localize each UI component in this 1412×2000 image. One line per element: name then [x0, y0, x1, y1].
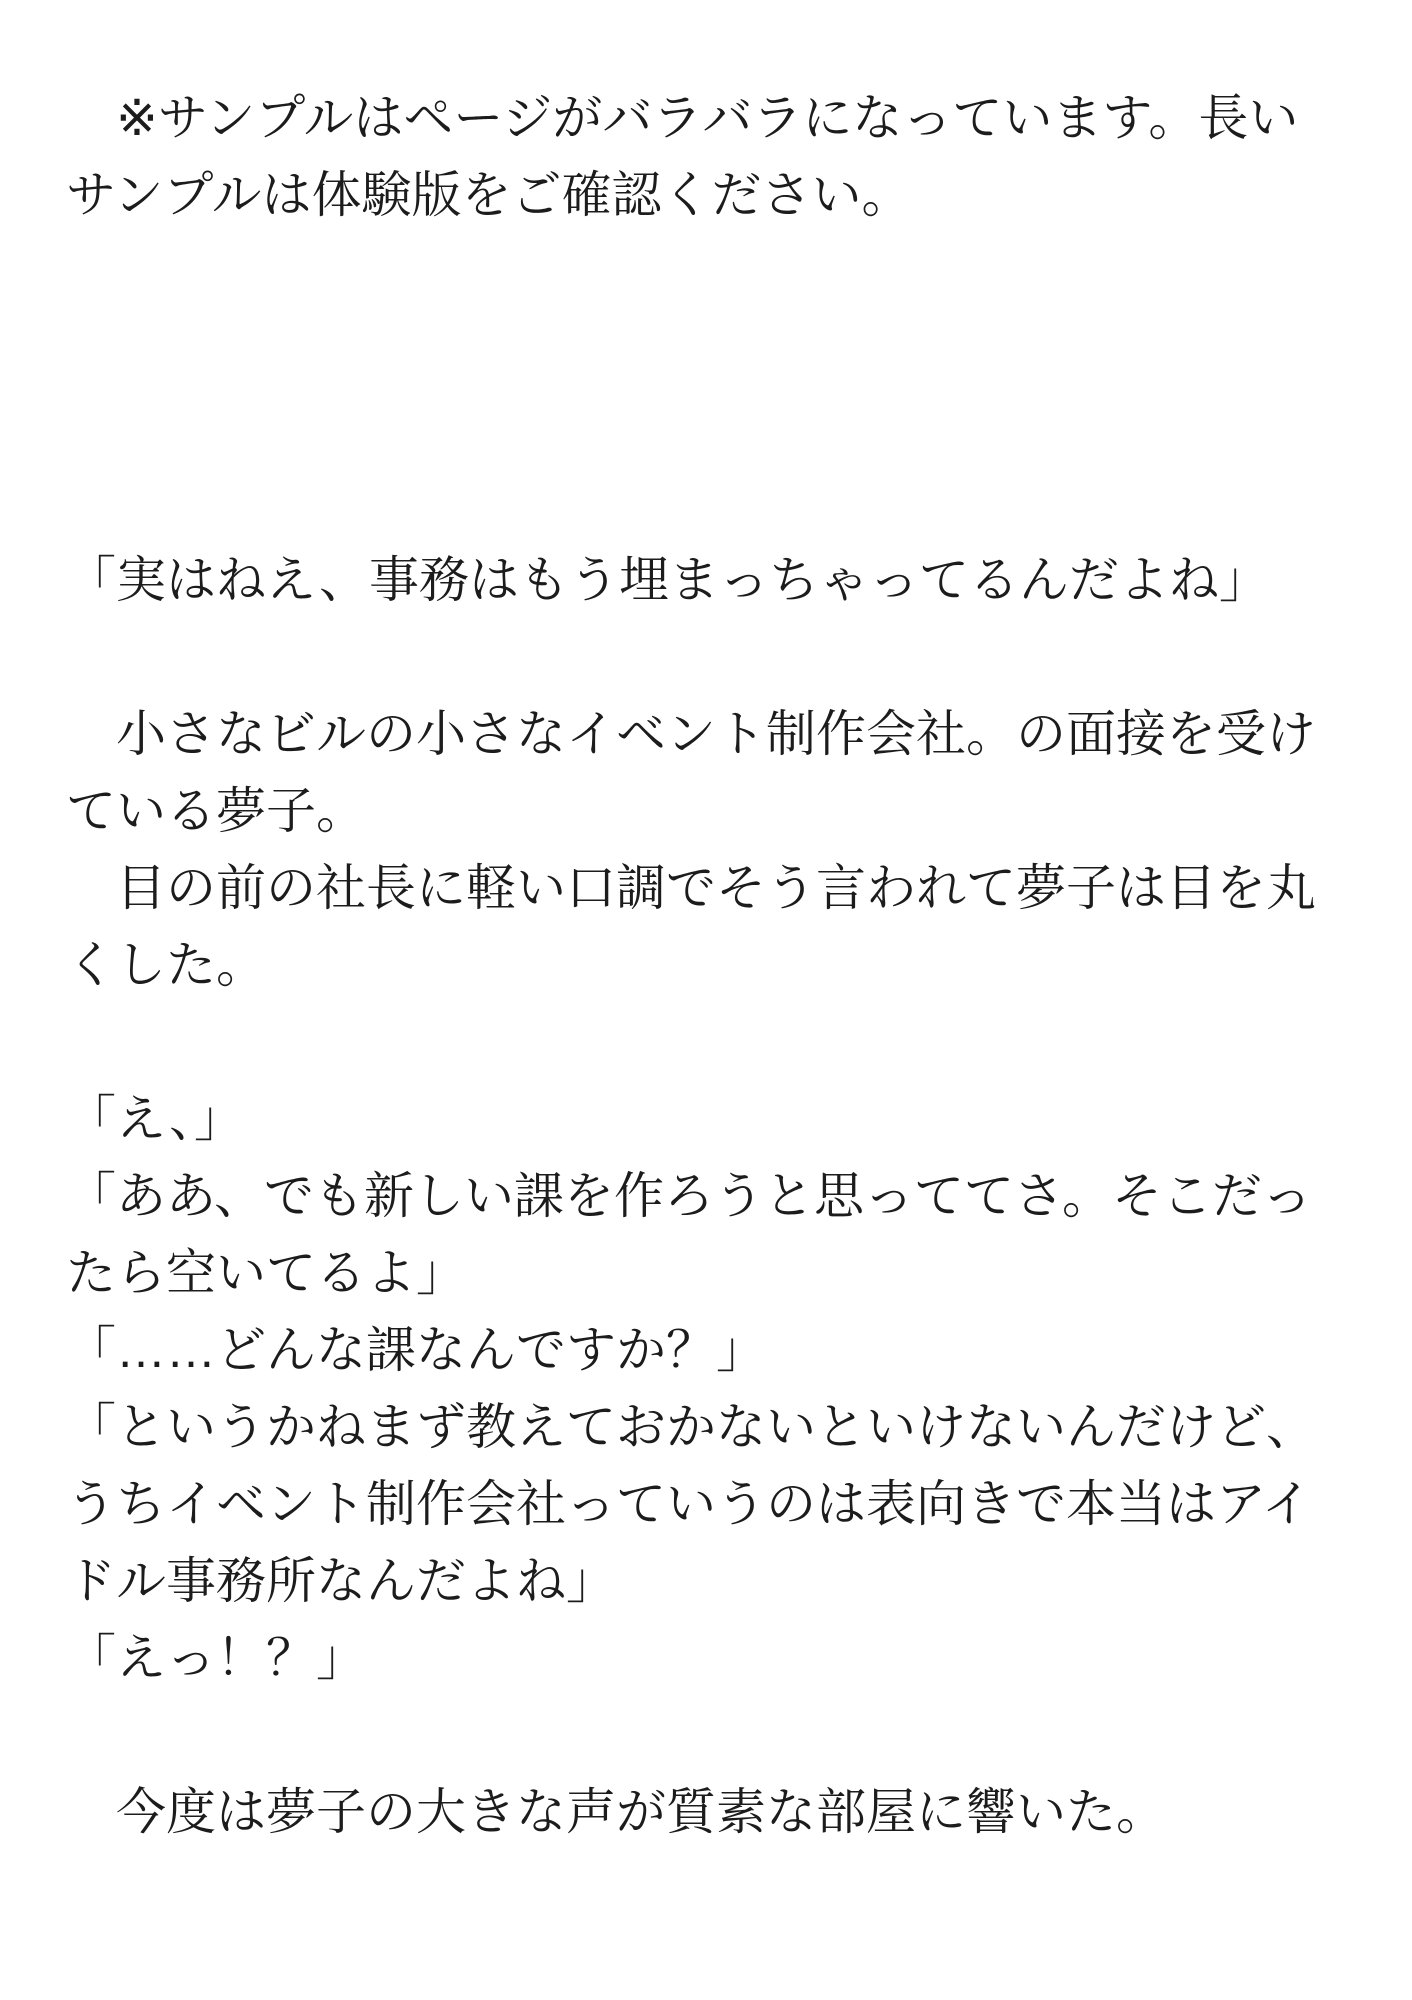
- text-line: うちイベント制作会社っていうのは表向きで本当はアイ: [66, 1476, 1312, 1532]
- blank-line: [66, 1697, 1352, 1774]
- blank-line: [66, 465, 1352, 542]
- text-line: 小さなビルの小さなイベント制作会社。の面接を受け: [116, 706, 1316, 762]
- text-line: ドル事務所なんだよね」: [66, 1553, 616, 1609]
- page-text: [66, 80, 1352, 1851]
- text-line: 「ああ、でも新しい課を作ろうと思っててさ。そこだっ: [66, 1168, 1312, 1224]
- text-line: 今度は夢子の大きな声が質素な部屋に響いた。: [116, 1784, 1166, 1840]
- blank-line: [66, 619, 1352, 696]
- blank-line: [66, 1004, 1352, 1081]
- text-line: たら空いてるよ」: [66, 1245, 466, 1301]
- text-line: ※サンプルはページがバラバラになっています。長い: [116, 90, 1299, 146]
- blank-line: [66, 388, 1352, 465]
- text-line: 「というかねまず教えておかないといけないんだけど、: [66, 1399, 1316, 1455]
- blank-line: [66, 234, 1352, 311]
- text-line: ている夢子。: [66, 783, 366, 839]
- text-line: 「実はねえ、事務はもう埋まっちゃってるんだよね」: [66, 552, 1269, 608]
- text-line: 「えっ！？」: [66, 1630, 366, 1686]
- text-line: サンプルは体験版をご確認ください。: [66, 167, 912, 223]
- blank-line: [66, 311, 1352, 388]
- text-line: 「……どんな課なんですか？」: [66, 1322, 766, 1378]
- text-line: くした。: [66, 937, 266, 993]
- text-line: 目の前の社長に軽い口調でそう言われて夢子は目を丸: [116, 860, 1316, 916]
- text-line: 「え、」: [66, 1091, 244, 1147]
